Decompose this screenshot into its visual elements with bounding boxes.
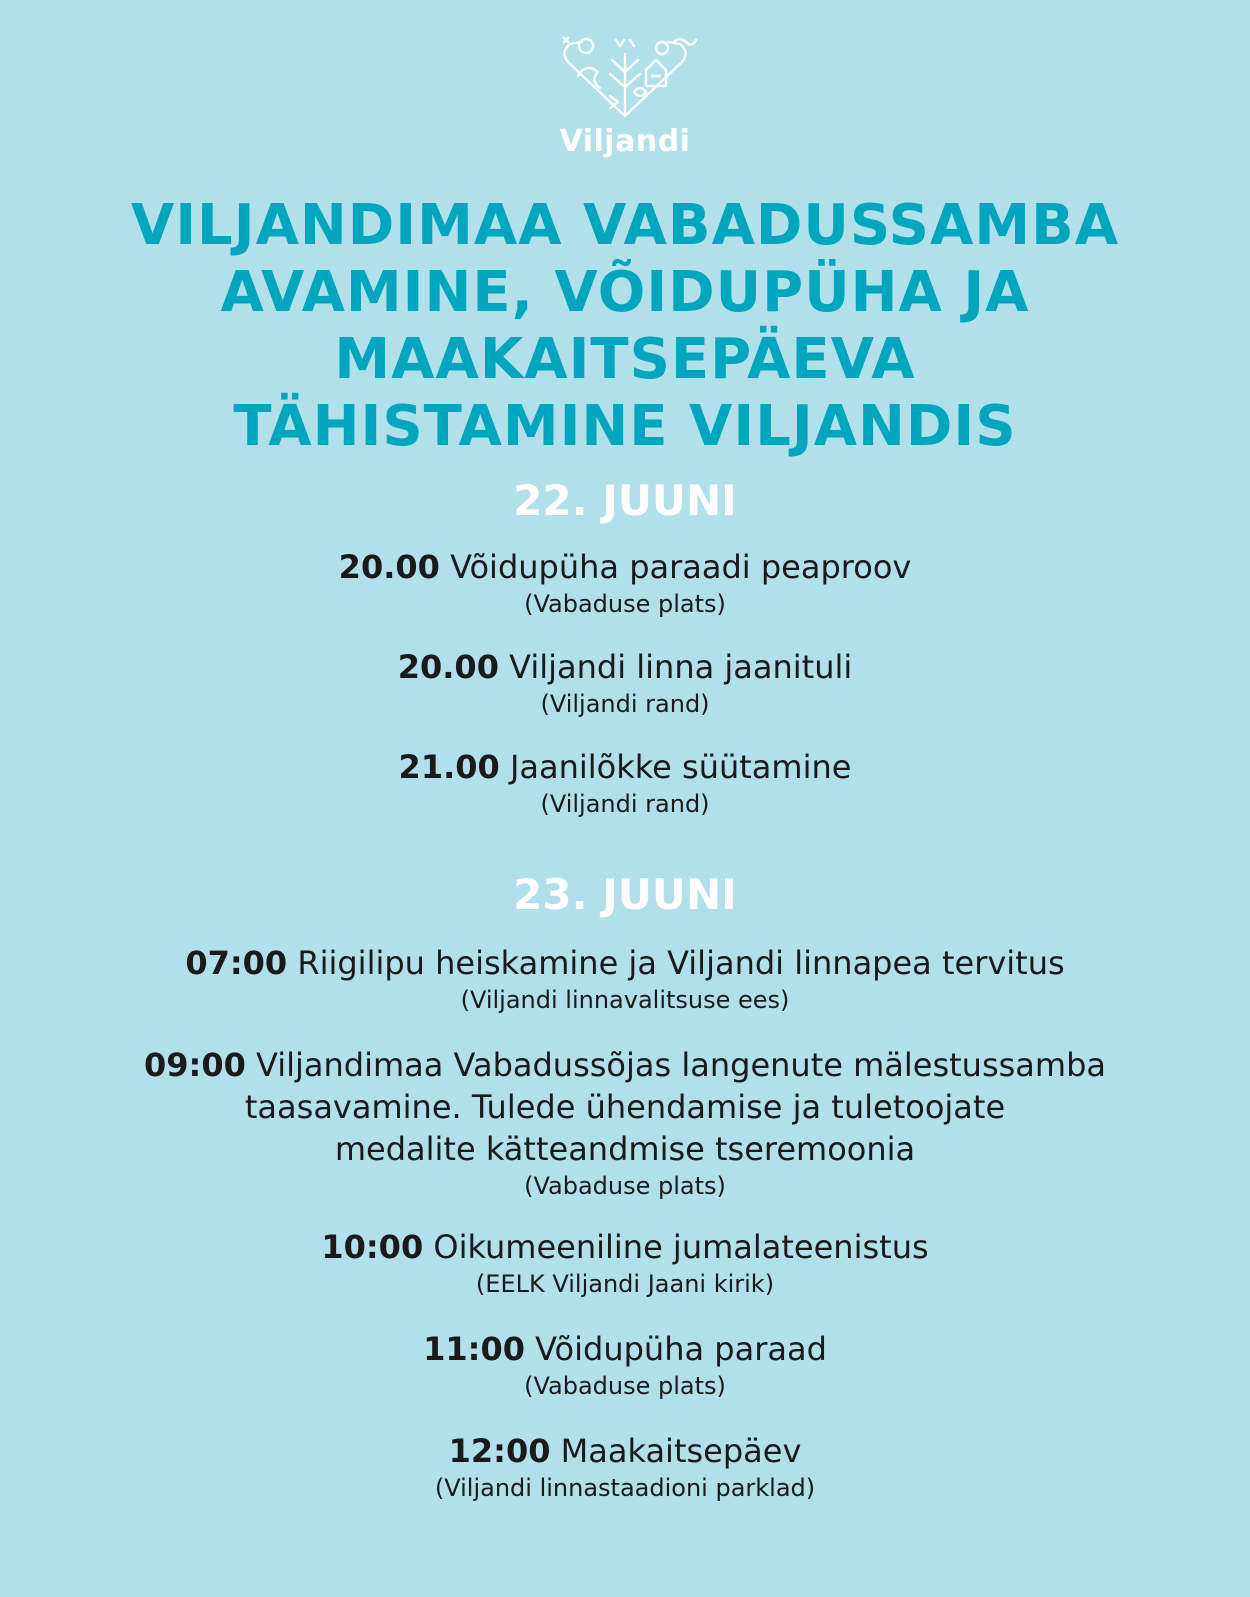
event-time: 20.00: [338, 548, 440, 586]
event-item: [60, 646, 1190, 720]
event-title-line: medalite kätteandmise tseremoonia: [334, 1130, 916, 1168]
page-title: [60, 192, 1190, 460]
event-item: [60, 1044, 1190, 1202]
event-time: 12:00: [448, 1432, 551, 1470]
event-item: [60, 546, 1190, 620]
event-title: Võidupüha paraad: [535, 1330, 827, 1368]
event-location: (Vabaduse plats): [524, 1372, 726, 1400]
event-item: [60, 1430, 1190, 1504]
event-time: 07:00: [185, 944, 288, 982]
event-title: Riigilipu heiskamine ja Viljandi linnapea tervitus: [297, 944, 1065, 982]
event-location: (Vabaduse plats): [524, 590, 726, 618]
event-time: 21.00: [398, 748, 500, 786]
event-location: (EELK Viljandi Jaani kirik): [475, 1270, 775, 1298]
title-line: VILJANDIMAA VABADUSSAMBA: [130, 193, 1120, 258]
event-title: Viljandi linna jaanituli: [509, 648, 853, 686]
day-heading-23-juuni: 23. JUUNI: [513, 870, 737, 919]
logo-text: Viljandi: [559, 124, 691, 159]
event-title-line: Viljandimaa Vabadussõjas langenute mälestussamba: [256, 1046, 1106, 1084]
event-location: (Vabaduse plats): [524, 1172, 726, 1200]
event-title: Jaanilõkke süütamine: [509, 748, 852, 786]
event-time: 11:00: [423, 1330, 525, 1368]
heart-emblem-icon: [550, 32, 700, 118]
event-item: [60, 942, 1190, 1016]
event-item: [60, 746, 1190, 820]
title-line: MAAKAITSEPÄEVA: [334, 327, 916, 392]
event-location: (Viljandi linnavalitsuse ees): [460, 986, 790, 1014]
title-line: TÄHISTAMINE VILJANDIS: [233, 394, 1017, 459]
event-location: (Viljandi rand): [540, 690, 710, 718]
event-title-line: taasavamine. Tulede ühendamise ja tuletoojate: [244, 1088, 1006, 1126]
event-item: [60, 1226, 1190, 1300]
event-time: 10:00: [321, 1228, 424, 1266]
event-title: Oikumeeniline jumalateenistus: [433, 1228, 929, 1266]
event-title: Võidupüha paraadi peaproov: [450, 548, 912, 586]
event-time: 09:00: [144, 1046, 246, 1084]
day-heading-22-juuni: 22. JUUNI: [513, 476, 737, 525]
title-line: AVAMINE, VÕIDUPÜHA JA: [220, 260, 1030, 325]
event-location: (Viljandi linnastaadioni parklad): [434, 1474, 816, 1502]
event-time: 20.00: [397, 648, 499, 686]
event-location: (Viljandi rand): [540, 790, 710, 818]
event-item: [60, 1328, 1190, 1402]
logo: [545, 32, 705, 162]
event-title: Maakaitsepäev: [560, 1432, 802, 1470]
